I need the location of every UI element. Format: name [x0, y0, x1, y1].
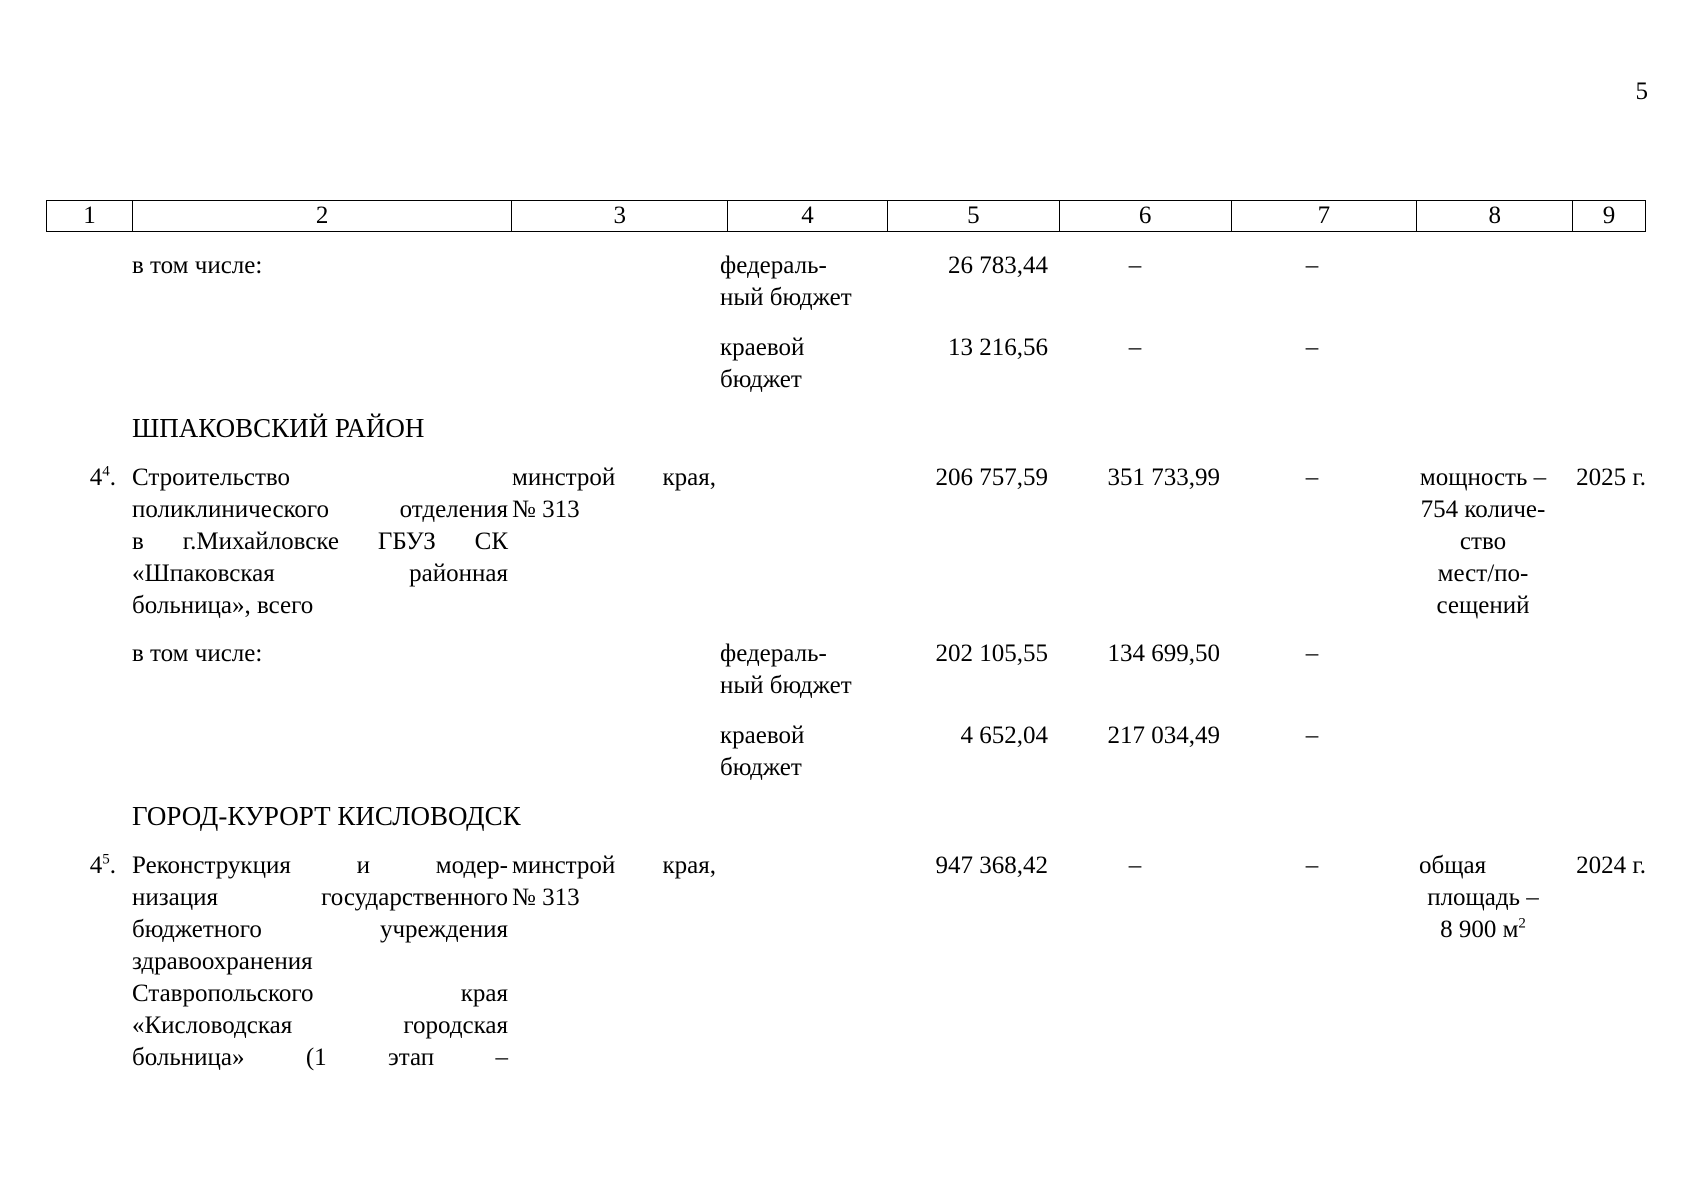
funding-source: федераль- ный бюджет: [720, 252, 852, 311]
incl-label: в том числе:: [132, 252, 263, 279]
amount-col5: 206 757,59: [935, 464, 1048, 491]
completion-year: 2025 г.: [1576, 464, 1646, 491]
header-col-6: 6: [1060, 201, 1232, 231]
section-title: ГОРОД-КУРОРТ КИСЛОВОДСК: [132, 801, 521, 831]
project-name: Реконструкция и модер- низация государственного бюджетного учреждения здравоохранения Ставропольского края «Кисловодская городская больница» (1 этап –: [132, 852, 508, 1071]
header-col-1: 1: [47, 201, 133, 231]
completion-year: 2024 г.: [1576, 852, 1646, 879]
amount-col7: –: [1305, 640, 1319, 667]
amount-col5: 4 652,04: [960, 722, 1048, 749]
amount-col7: –: [1305, 252, 1319, 279]
amount-col5: 202 105,55: [935, 640, 1048, 667]
amount-col6: 351 733,99: [1107, 464, 1220, 491]
header-col-9: 9: [1602, 202, 1616, 229]
funding-source: краевой бюджет: [720, 334, 805, 393]
amount-col7: –: [1305, 852, 1319, 879]
header-col-4: 4: [728, 201, 888, 231]
executor: минстрой края, № 313: [512, 464, 716, 523]
capacity: мощность – 754 количе- ство мест/по- сещений: [1419, 464, 1547, 619]
amount-col6: –: [1128, 334, 1142, 361]
row-number: $4^4$.: [89, 463, 116, 491]
header-col-2: 2: [133, 201, 513, 231]
amount-col6: –: [1128, 852, 1142, 879]
page-number: 5: [1635, 78, 1648, 105]
amount-col7: –: [1305, 722, 1319, 749]
header-col-5: 5: [888, 201, 1060, 231]
header-col-3: 3: [512, 201, 728, 231]
amount-col6: 134 699,50: [1107, 640, 1220, 667]
amount-col5: 947 368,42: [935, 852, 1048, 879]
header-col-8: 8: [1417, 201, 1573, 231]
funding-source: федераль- ный бюджет: [720, 640, 852, 699]
project-name: Строительство поликлинического отделения в г.Михайловске ГБУЗ СК «Шпаковская районная больница», всего: [132, 464, 508, 619]
amount-col6: 217 034,49: [1107, 722, 1220, 749]
amount-col7: –: [1305, 464, 1319, 491]
section-title: ШПАКОВСКИЙ РАЙОН: [132, 413, 425, 443]
amount-col7: –: [1305, 334, 1319, 361]
header-col-7: 7: [1232, 201, 1418, 231]
amount-col5: 26 783,44: [948, 252, 1048, 279]
executor: минстрой края, № 313: [512, 852, 716, 911]
amount-col6: –: [1128, 252, 1142, 279]
incl-label: в том числе:: [132, 640, 263, 667]
row-number: $4^5$.: [89, 851, 116, 879]
table-header: [46, 200, 1646, 232]
capacity: общая площадь – 8 900 $м^2$: [1419, 852, 1539, 943]
amount-col5: 13 216,56: [948, 334, 1048, 361]
funding-source: краевой бюджет: [720, 722, 805, 781]
